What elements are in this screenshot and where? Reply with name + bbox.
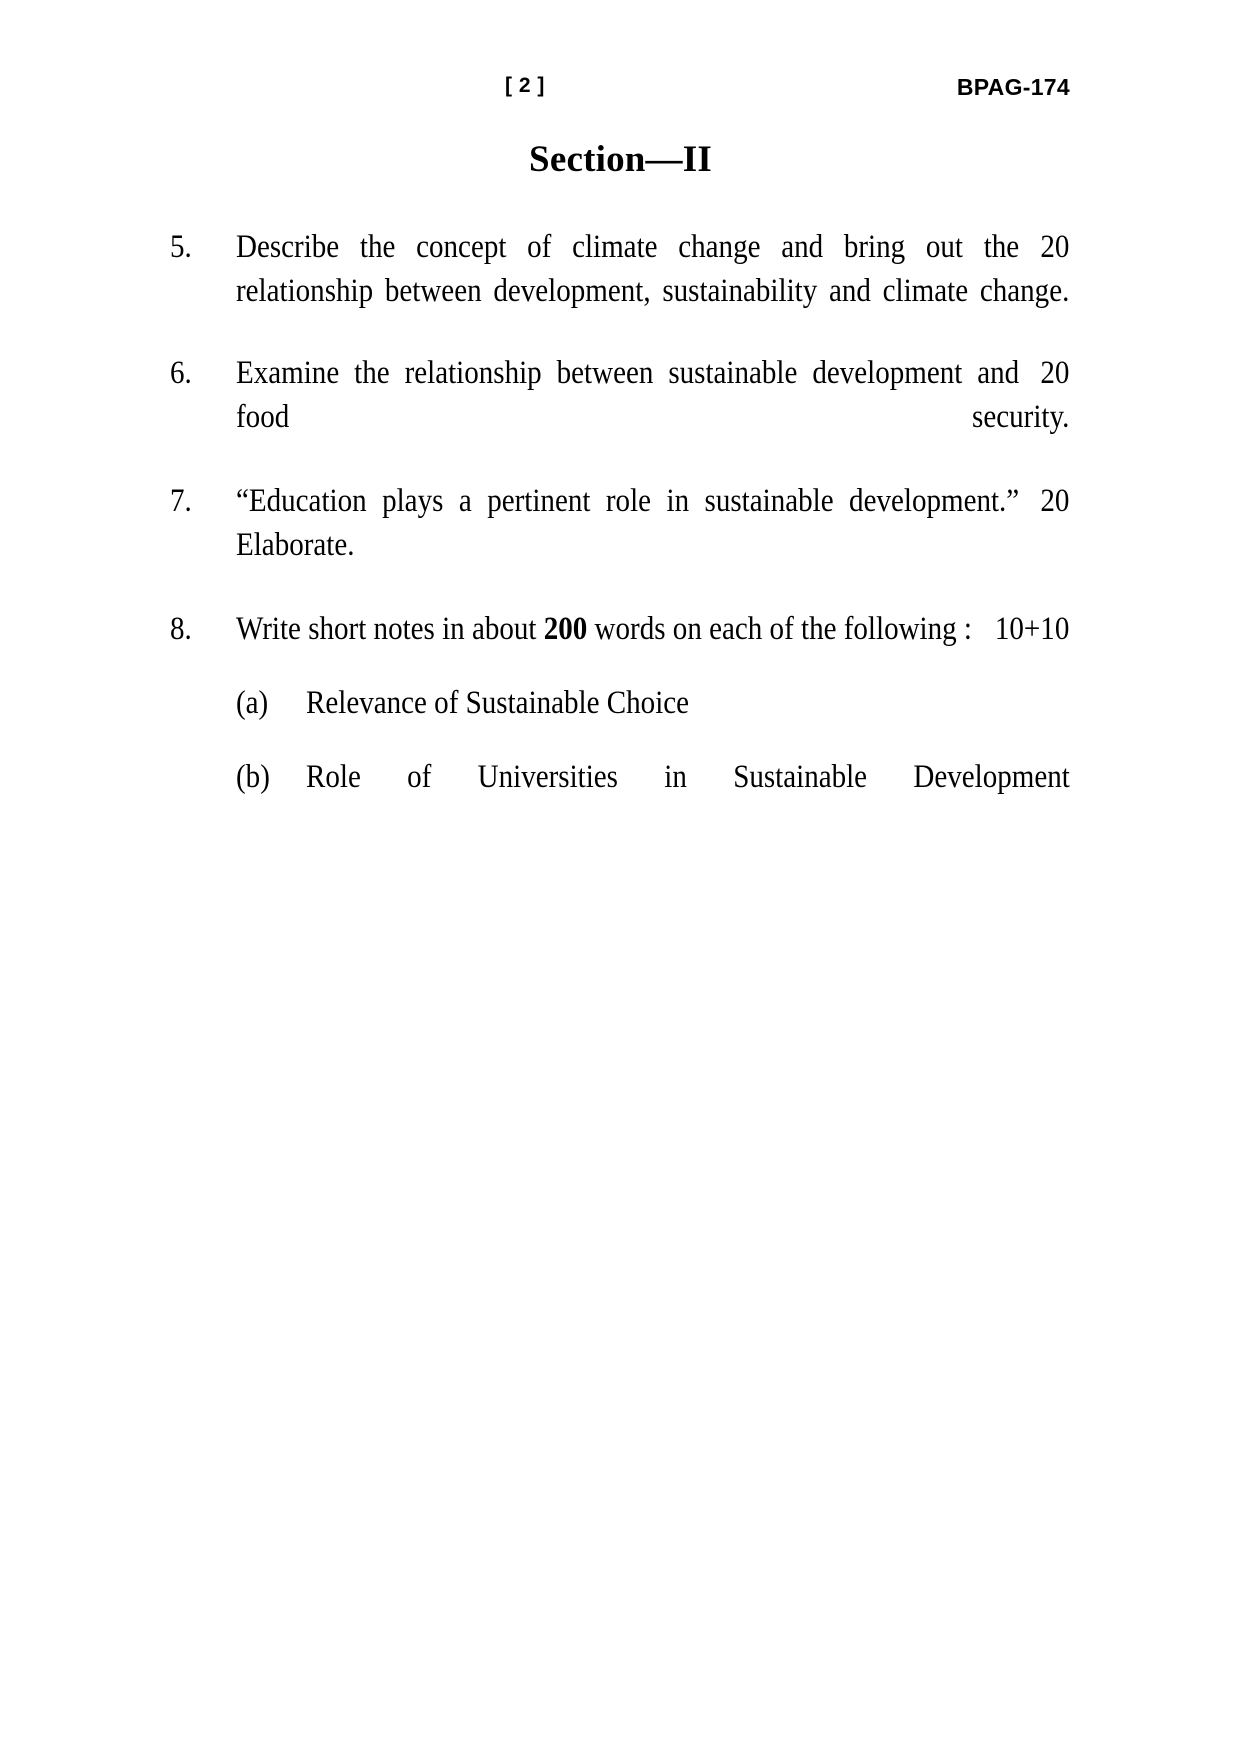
questions-container [170,225,1070,829]
question-item [170,479,1070,567]
question-number: 6. [170,355,192,391]
section-title: Section—II [529,139,712,180]
question-word-count: 200 [543,611,588,647]
question-number: 5. [170,229,192,265]
question-marks: 20 [1040,229,1070,265]
question-marks: 20 [1040,483,1070,519]
sub-item [236,681,1070,725]
paper-code: BPAG-174 [956,74,1070,100]
question-text-lead: Write short notes in about [236,611,544,647]
question-marks: 10+10 [994,611,1070,647]
page-number: [ 2 ] [505,74,545,97]
question-number: 7. [170,483,192,519]
question-text-block [236,351,1069,439]
question-text-block [236,225,1069,313]
sub-items-container [236,681,1070,799]
question-number: 8. [170,611,192,647]
question-text-tail: words on each of the following : [587,611,972,647]
question-text: Describe the concept of climate change and bring out the relationship between development, sustainability and climate change. [236,229,1070,309]
question-item [170,607,1070,799]
sub-item-text: Role of Universities in Sustainable Development [306,759,1070,795]
sub-item-label: (a) [236,685,269,721]
question-marks: 20 [1040,355,1070,391]
question-text: “Education plays a pertinent role in sustainable development.” Elaborate. [236,483,1020,563]
sub-item-label: (b) [236,759,270,795]
sub-item-text: Relevance of Sustainable Choice [306,685,690,721]
question-item [170,225,1070,313]
page-header [170,74,1070,108]
question-text-block [236,607,1069,651]
sub-item [236,755,1070,799]
question-item [170,351,1070,439]
question-text: Examine the relationship between sustainable development and food security. [236,355,1070,435]
question-text-block [236,479,1069,567]
